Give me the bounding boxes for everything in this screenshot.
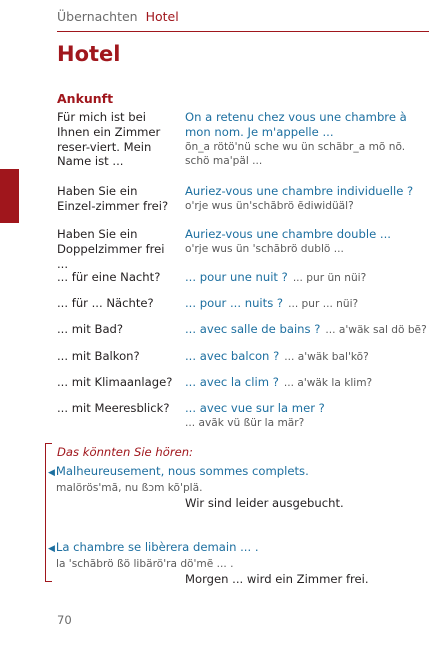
pronunciation: o'rje wus ün 'schãbrö dublö ... (185, 242, 344, 255)
french-phrase (185, 110, 429, 169)
hear-heading: Das könnten Sie hören: (57, 445, 193, 459)
french-text (48, 540, 259, 554)
french-phrase (185, 270, 429, 286)
french-phrase (185, 227, 429, 257)
running-header (57, 9, 179, 24)
header-rule (57, 31, 429, 32)
french-text: ... pour ... nuits ? (185, 296, 284, 310)
french-text: ... avec la clim ? (185, 375, 279, 389)
french-text: ... avec balcon ? (185, 349, 280, 363)
page-number: 70 (57, 613, 72, 627)
french-text: Auriez-vous une chambre double ... (185, 227, 391, 241)
german-phrase: Haben Sie ein Einzel-zimmer frei? (57, 184, 169, 213)
german-translation: Wir sind leider ausgebucht. (185, 496, 344, 510)
pronunciation: o'rje wus ün'schãbrö ẽdiwidüäl? (185, 199, 354, 212)
french-text: ... avec vue sur la mer ? (185, 401, 325, 415)
german-phrase: ... mit Bad? (57, 322, 124, 336)
french-phrase (185, 184, 429, 214)
french-sentence: Malheureusement, nous sommes complets. (55, 464, 309, 478)
german-phrase: ... mit Klimaanlage? (57, 375, 173, 389)
french-phrase (185, 401, 429, 431)
header-section: Übernachten (57, 9, 138, 24)
german-phrase: ... mit Meeresblick? (57, 401, 170, 415)
pronunciation: õn_a rötö'nü sche wu ün schãbr_a mõ nõ. schö ma'päl ... (185, 140, 406, 168)
pronunciation: ... avãk vü ßür la mär? (185, 416, 305, 429)
french-sentence: La chambre se libèrera demain ... . (55, 540, 259, 554)
french-phrase (185, 296, 429, 312)
chapter-tab (0, 169, 19, 223)
french-phrase (185, 349, 429, 365)
section-heading: Ankunft (57, 91, 114, 106)
pronunciation: ... a'wäk sal dö bẽ? (325, 324, 427, 336)
german-phrase: ... mit Balkon? (57, 349, 140, 363)
pronunciation: malörös'mã, nu ßɔm kõ'plä. (56, 482, 203, 494)
french-text: ... pour une nuit ? (185, 270, 288, 284)
german-phrase: Haben Sie ein Doppelzimmer frei ... (57, 227, 165, 271)
french-text: Auriez-vous une chambre individuelle ? (185, 184, 414, 198)
hear-example (48, 540, 388, 587)
pronunciation: ... a'wäk la klim? (283, 377, 373, 389)
german-phrase: Für mich ist bei Ihnen ein Zimmer reser-viert. Mein Name ist ... (57, 110, 161, 169)
pronunciation: ... pur ... nüi? (288, 298, 359, 310)
french-text (48, 464, 309, 478)
french-phrase (185, 322, 429, 338)
play-arrow-icon: ◀ (48, 468, 55, 478)
german-phrase: ... für ... Nächte? (57, 296, 154, 310)
pronunciation: la 'schãbrö ßö libärö'ra dö'mẽ ... . (56, 558, 234, 570)
french-phrase (185, 375, 429, 391)
french-text: ... avec salle de bains ? (185, 322, 321, 336)
pronunciation: ... a'wäk bal'kõ? (284, 351, 369, 363)
hear-example (48, 464, 388, 511)
german-phrase: ... für eine Nacht? (57, 270, 161, 284)
page-title: Hotel (57, 42, 121, 66)
play-arrow-icon: ◀ (48, 544, 55, 554)
pronunciation: ... pur ün nüi? (292, 272, 367, 284)
header-current: Hotel (145, 9, 179, 24)
german-translation: Morgen ... wird ein Zimmer frei. (185, 572, 369, 586)
french-text: On a retenu chez vous une chambre à mon nom. Je m'appelle ... (185, 110, 407, 139)
